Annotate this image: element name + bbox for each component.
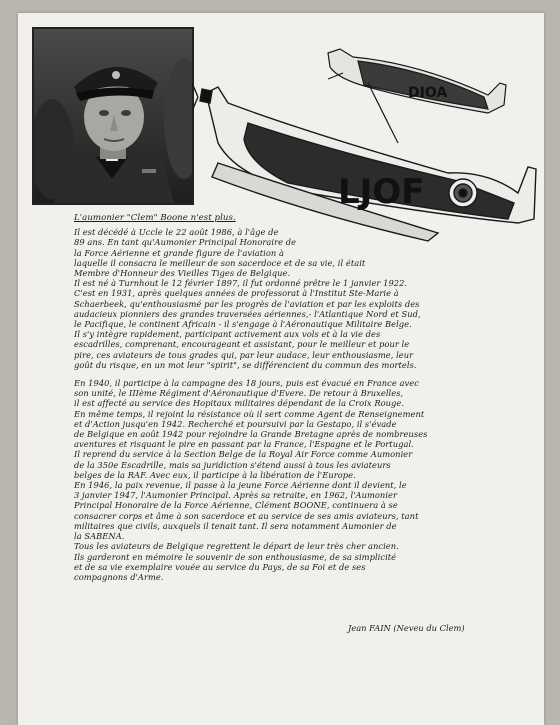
rear-plane — [328, 49, 506, 143]
text-line: escadrilles, comprenant, encourageant et assistant, pour le meilleur et pour le — [74, 339, 410, 350]
text-line: il est affecté au service des Hopitaux militaires dépendant de la Croix Rouge. — [74, 398, 405, 409]
text-line: Tous les aviateurs de Belgique regrettent le départ de leur très cher ancien. — [74, 541, 399, 552]
text-line: 89 ans. En tant qu'Aumonier Principal Honoraire de — [74, 237, 297, 248]
text-line: militaires que civils, auxquels il tenait tant. Il sera notamment Aumonier de — [74, 520, 397, 531]
text-line: de Belgique en août 1942 pour rejoindre la Grande Bretagne après de nombreuses — [74, 429, 428, 440]
text-line: de la 350e Escadrille, mais sa juridiction s'étend aussi à tous les aviateurs — [74, 459, 391, 470]
text-line: goût du risque, en un mot leur "spirit", se différencient du commun des mortels. — [74, 359, 417, 370]
portrait-image — [34, 29, 192, 203]
text-line: laquelle il consacra le meilleur de son sacerdoce et de sa vie, il était — [74, 257, 366, 268]
text-line: Il est né à Turnhout le 12 février 1897, il fut ordonné prêtre le 1 janvier 1922. — [74, 278, 408, 289]
text-line: pire, ces aviateurs de tous grades qui, par leur audace, leur enthousiasme, leur — [74, 349, 414, 360]
signature: Jean FAIN (Neveu du Clem) — [348, 623, 465, 633]
text-line: et d'Action jusqu'en 1942. Recherché et poursuivi par la Gestapo, il s'évade — [74, 418, 397, 429]
text-line: En 1940, il participe à la campagne des 18 jours, puis est évacué en France avec — [74, 378, 419, 389]
text-line: Schaerbeek, qu'enthousiasmé par les progrès de l'aviation et par les exploits des — [74, 298, 420, 309]
text-line: Membre d'Honneur des Vieilles Tiges de Belgique. — [74, 268, 291, 279]
text-line: le Pacifique, le continent Africain - il s'engage à l'Aéronautique Militaire Belge. — [74, 319, 412, 330]
rear-plane-code: DIOA — [408, 85, 448, 101]
front-plane-code: LJOF — [338, 172, 425, 212]
text-line: son unité, le IIIème Régiment d'Aéronautique d'Evere. De retour à Bruxelles, — [74, 388, 404, 399]
text-line: Il est décédé à Uccle le 22 août 1986, à l'âge de — [74, 227, 279, 238]
text-line: la Force Aérienne et grande figure de l'aviation à — [74, 247, 284, 258]
text-line: aventures et risquant le pire en passant par la France, l'Espagne et le Portugal. — [74, 439, 414, 450]
text-line: Ils garderont en mémoire le souvenir de son enthousiasme, de sa simplicité — [74, 551, 397, 562]
text-line: 3 janvier 1947, l'Aumonier Principal. Après sa retraite, en 1962, l'Aumonier — [74, 490, 397, 501]
text-line: En 1946, la paix revenue, il passe à la jeune Force Aérienne dont il devient, le — [74, 480, 407, 491]
portrait-photo — [32, 27, 194, 205]
text-line: Il reprend du service à la Section Belge de la Royal Air Force comme Aumonier — [74, 449, 413, 460]
text-line: Principal Honoraire de la Force Aérienne, Clément BOONE, continuera à se — [74, 500, 398, 511]
paragraph-1 — [74, 227, 524, 370]
article-title: L'aumonier "Clem" Boone n'est plus. — [74, 213, 236, 223]
document-sheet — [18, 13, 544, 725]
text-line: audacieux pionniers des grandes traversées aériennes,- l'Atlantique Nord et Sud, — [74, 308, 421, 319]
text-line: En même temps, il rejoint la résistance où il sert comme Agent de Renseignement — [74, 408, 425, 419]
text-line: belges de la RAF. Avec eux, il participe à la libération de l'Europe. — [74, 469, 356, 480]
text-line: et de sa vie exemplaire vouée au service du Pays, de sa Foi et de ses — [74, 561, 366, 572]
text-line: C'est en 1931, après quelques années de professorat à l'Institut Ste-Marie à — [74, 288, 399, 299]
article-body — [74, 213, 524, 590]
text-line: Il s'y intègre rapidement, participant activement aux vols et à la vie des — [74, 329, 381, 340]
text-line: consacrer corps et âme à son sacerdoce et au service de ses amis aviateurs, tant — [74, 510, 419, 521]
text-line: compagnons d'Arme. — [74, 571, 164, 582]
paragraph-2 — [74, 378, 524, 582]
text-line: la SABENA. — [74, 531, 125, 542]
